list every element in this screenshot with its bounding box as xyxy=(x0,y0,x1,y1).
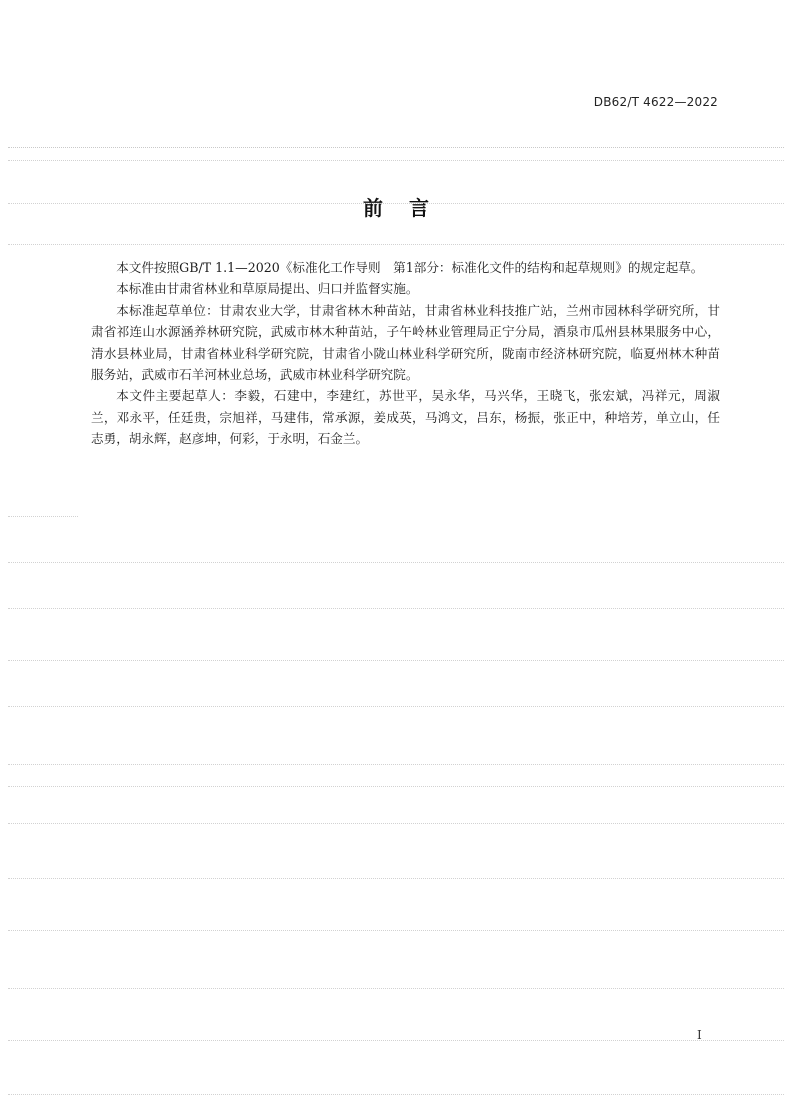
paragraph-drafting-units: 本标准起草单位：甘肃农业大学，甘肃省林木种苗站，甘肃省林业科技推广站，兰州市园林科学研究所，甘肃省祁连山水源涵养林研究院，武威市林木种苗站，子午岭林业管理局正宁分局，酒泉市瓜州县林果服务中心，清水县林业局，甘肃省林业科学研究院，甘肃省小陇山林业科学研究所，陇南市经济林研究院，临夏州林木种苗服务站，武威市石羊河林业总场，武威市林业科学研究院。 xyxy=(91,302,720,383)
guide-line xyxy=(8,562,784,563)
guide-line xyxy=(8,988,784,989)
guide-line xyxy=(8,878,784,879)
guide-line xyxy=(8,660,784,661)
page-title: 前言 xyxy=(363,196,455,220)
guide-line xyxy=(8,1040,784,1041)
foreword-body xyxy=(91,257,720,450)
guide-line xyxy=(8,1094,784,1095)
guide-line xyxy=(8,160,784,161)
guide-line xyxy=(8,764,784,765)
paragraph-drafting-rules: 本文件按照GB/T 1.1—2020《标准化工作导则 第1部分：标准化文件的结构和起草规则》的规定起草。 xyxy=(116,260,704,275)
guide-line xyxy=(8,706,784,707)
guide-line xyxy=(8,516,78,517)
guide-line xyxy=(8,786,784,787)
page-number: I xyxy=(697,1028,702,1042)
paragraph-drafters: 本文件主要起草人：李毅，石建中，李建红，苏世平，吴永华，马兴华，王晓飞，张宏斌，冯祥元，周淑兰，邓永平，任廷贵，宗旭祥，马建伟，常承源，姜成英，马鸿文，吕东，杨振，张正中，种培芳，单立山，任志勇，胡永辉，赵彦坤，何彩，于永明，石金兰。 xyxy=(91,388,720,447)
standard-code: DB62/T 4622—2022 xyxy=(593,95,718,109)
guide-line xyxy=(8,244,784,245)
header-rule xyxy=(8,147,784,148)
guide-line xyxy=(8,930,784,931)
guide-line xyxy=(8,823,784,824)
paragraph-proposer: 本标准由甘肃省林业和草原局提出、归口并监督实施。 xyxy=(116,281,419,297)
guide-line xyxy=(8,608,784,609)
